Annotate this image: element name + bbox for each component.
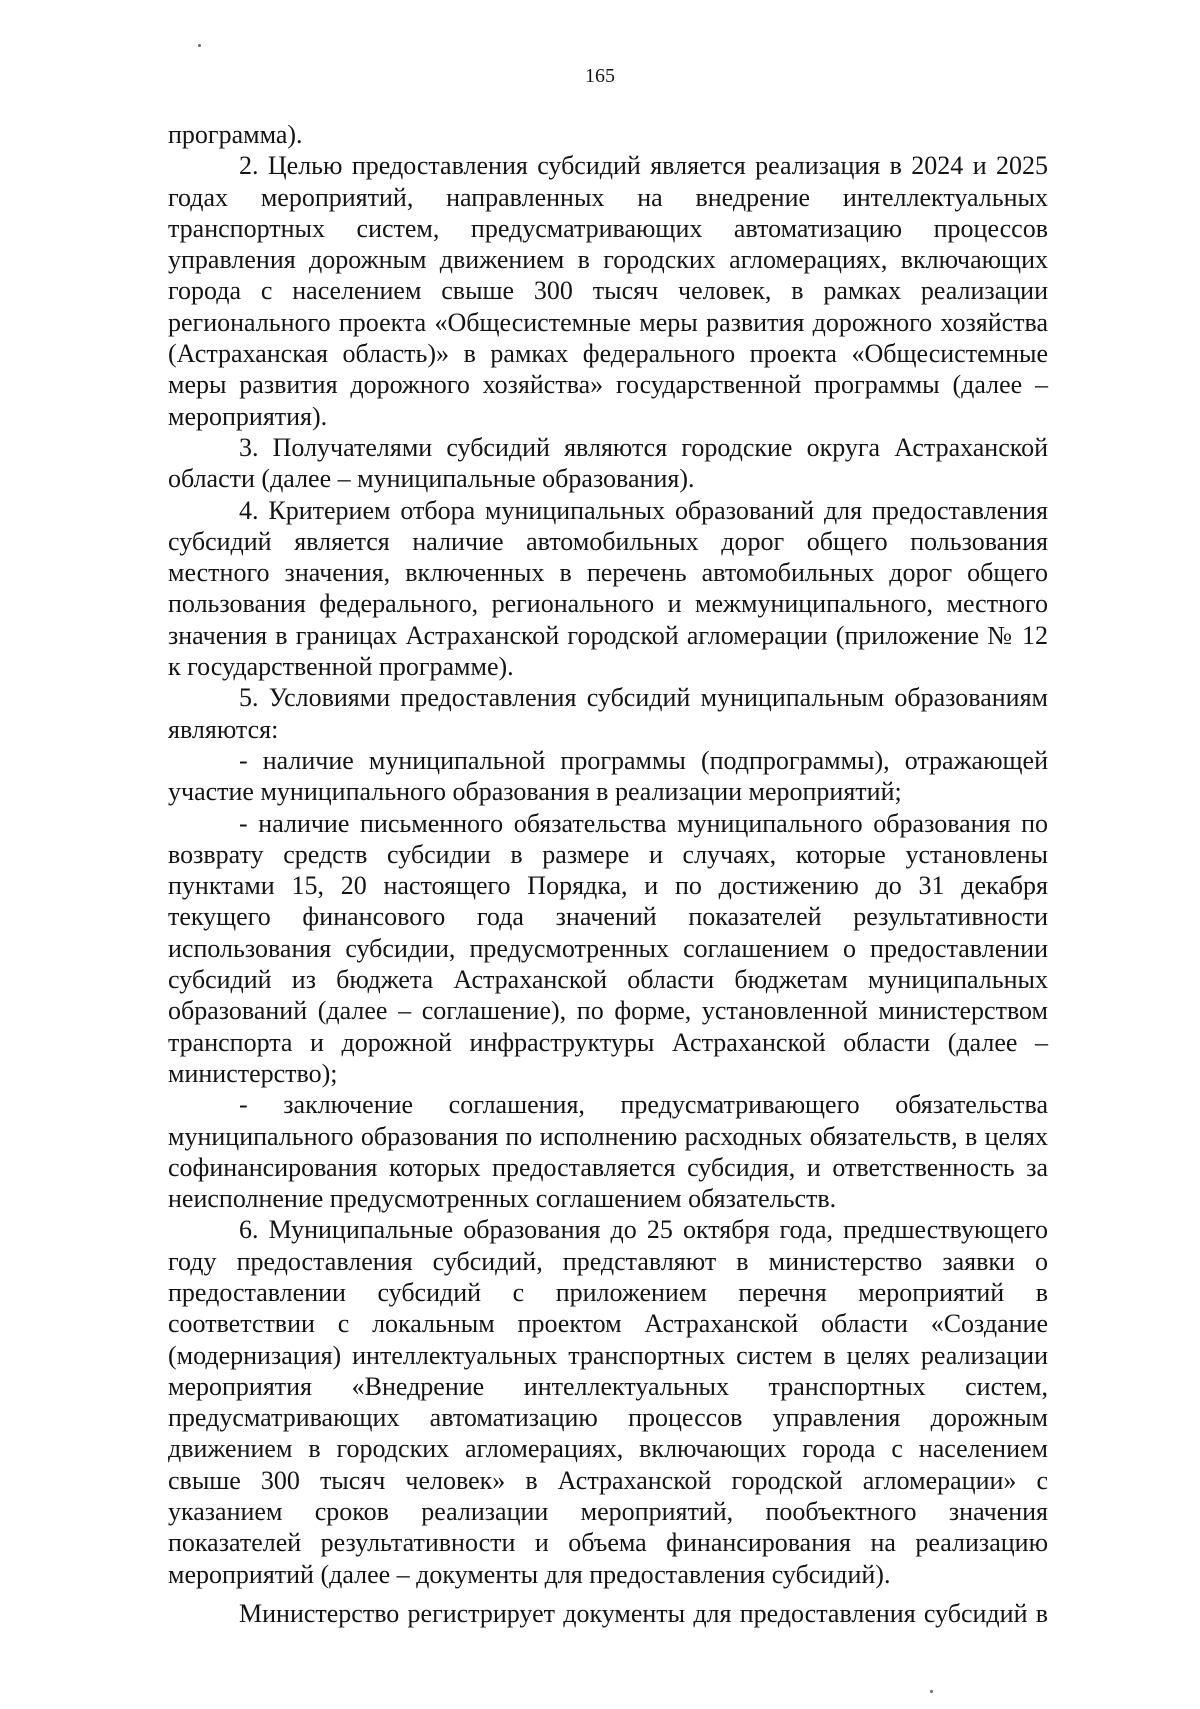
paragraph-2-goal: 2. Целью предоставления субсидий является реализация в 2024 и 2025 годах мероприятий, направленных на внедрение интеллектуальных транспортных систем, предусматривающих автоматизацию процессов управления дорожным движением в городских агломерациях, включающих города с населением свыше 300 тысяч человек, в рамках реализации регионального проекта «Общесистемные меры развития дорожного хозяйства (Астраханская область)» в рамках федерального проекта «Общесистемные меры развития дорожного хозяйства» государственной программы (далее – мероприятия). <box>168 151 1048 431</box>
scan-speck <box>198 44 201 47</box>
condition-item-obligation: - наличие письменного обязательства муниципального образования по возврату средств субсидии в размере и случаях, которые установлены пунктами 15, 20 настоящего Порядка, и по достижению до 31 декабря текущего финансового года значений показателей результативности использования субсидии, предусмотренных соглашением о предоставлении субсидий из бюджета Астраханской области бюджетам муниципальных образований (далее – соглашение), по форме, установленной министерством транспорта и дорожной инфраструктуры Астраханской области (далее – министерство); <box>168 808 1048 1088</box>
scan-speck <box>930 1690 933 1693</box>
paragraph-ministry-registers: Министерство регистрирует документы для предоставления субсидий в <box>239 1598 1048 1628</box>
paragraph-3-recipients: 3. Получателями субсидий являются городские округа Астраханской области (далее – муниципальные образования). <box>168 432 1048 494</box>
paragraph-4-criterion: 4. Критерием отбора муниципальных образований для предоставления субсидий является наличие автомобильных дорог общего пользования местного значения, включенных в перечень автомобильных дорог общего пользования федерального, регионального и межмуниципального, местного значения в границах Астраханской городской агломерации (приложение № 12 к государственной программе). <box>168 495 1048 682</box>
document-body <box>168 119 1048 1629</box>
condition-item-program: - наличие муниципальной программы (подпрограммы), отражающей участие муниципального образования в реализации мероприятий; <box>168 745 1048 807</box>
page-number: 165 <box>585 65 615 87</box>
paragraph-6-applications: 6. Муниципальные образования до 25 октября года, предшествующего году предоставления субсидий, представляют в министерство заявки о предоставлении субсидий с приложением перечня мероприятий в соответствии с локальным проектом Астраханской области «Создание (модернизация) интеллектуальных транспортных систем в целях реализации мероприятия «Внедрение интеллектуальных транспортных систем, предусматривающих автоматизацию процессов управления дорожным движением в городских агломерациях, включающих города с населением свыше 300 тысяч человек» в Астраханской городской агломерации» с указанием сроков реализации мероприятий, пообъектного значения показателей результативности и объема финансирования на реализацию мероприятий (далее – документы для предоставления субсидий). <box>168 1215 1048 1589</box>
paragraph-1-tail: программа). <box>168 120 303 149</box>
paragraph-5-conditions: 5. Условиями предоставления субсидий муниципальным образованиям являются: <box>168 683 1048 744</box>
condition-item-agreement: - заключение соглашения, предусматривающего обязательства муниципального образования по исполнению расходных обязательств, в целях софинансирования которых предоставляется субсидия, и ответственность за неисполнение предусмотренных соглашением обязательств. <box>168 1090 1048 1214</box>
